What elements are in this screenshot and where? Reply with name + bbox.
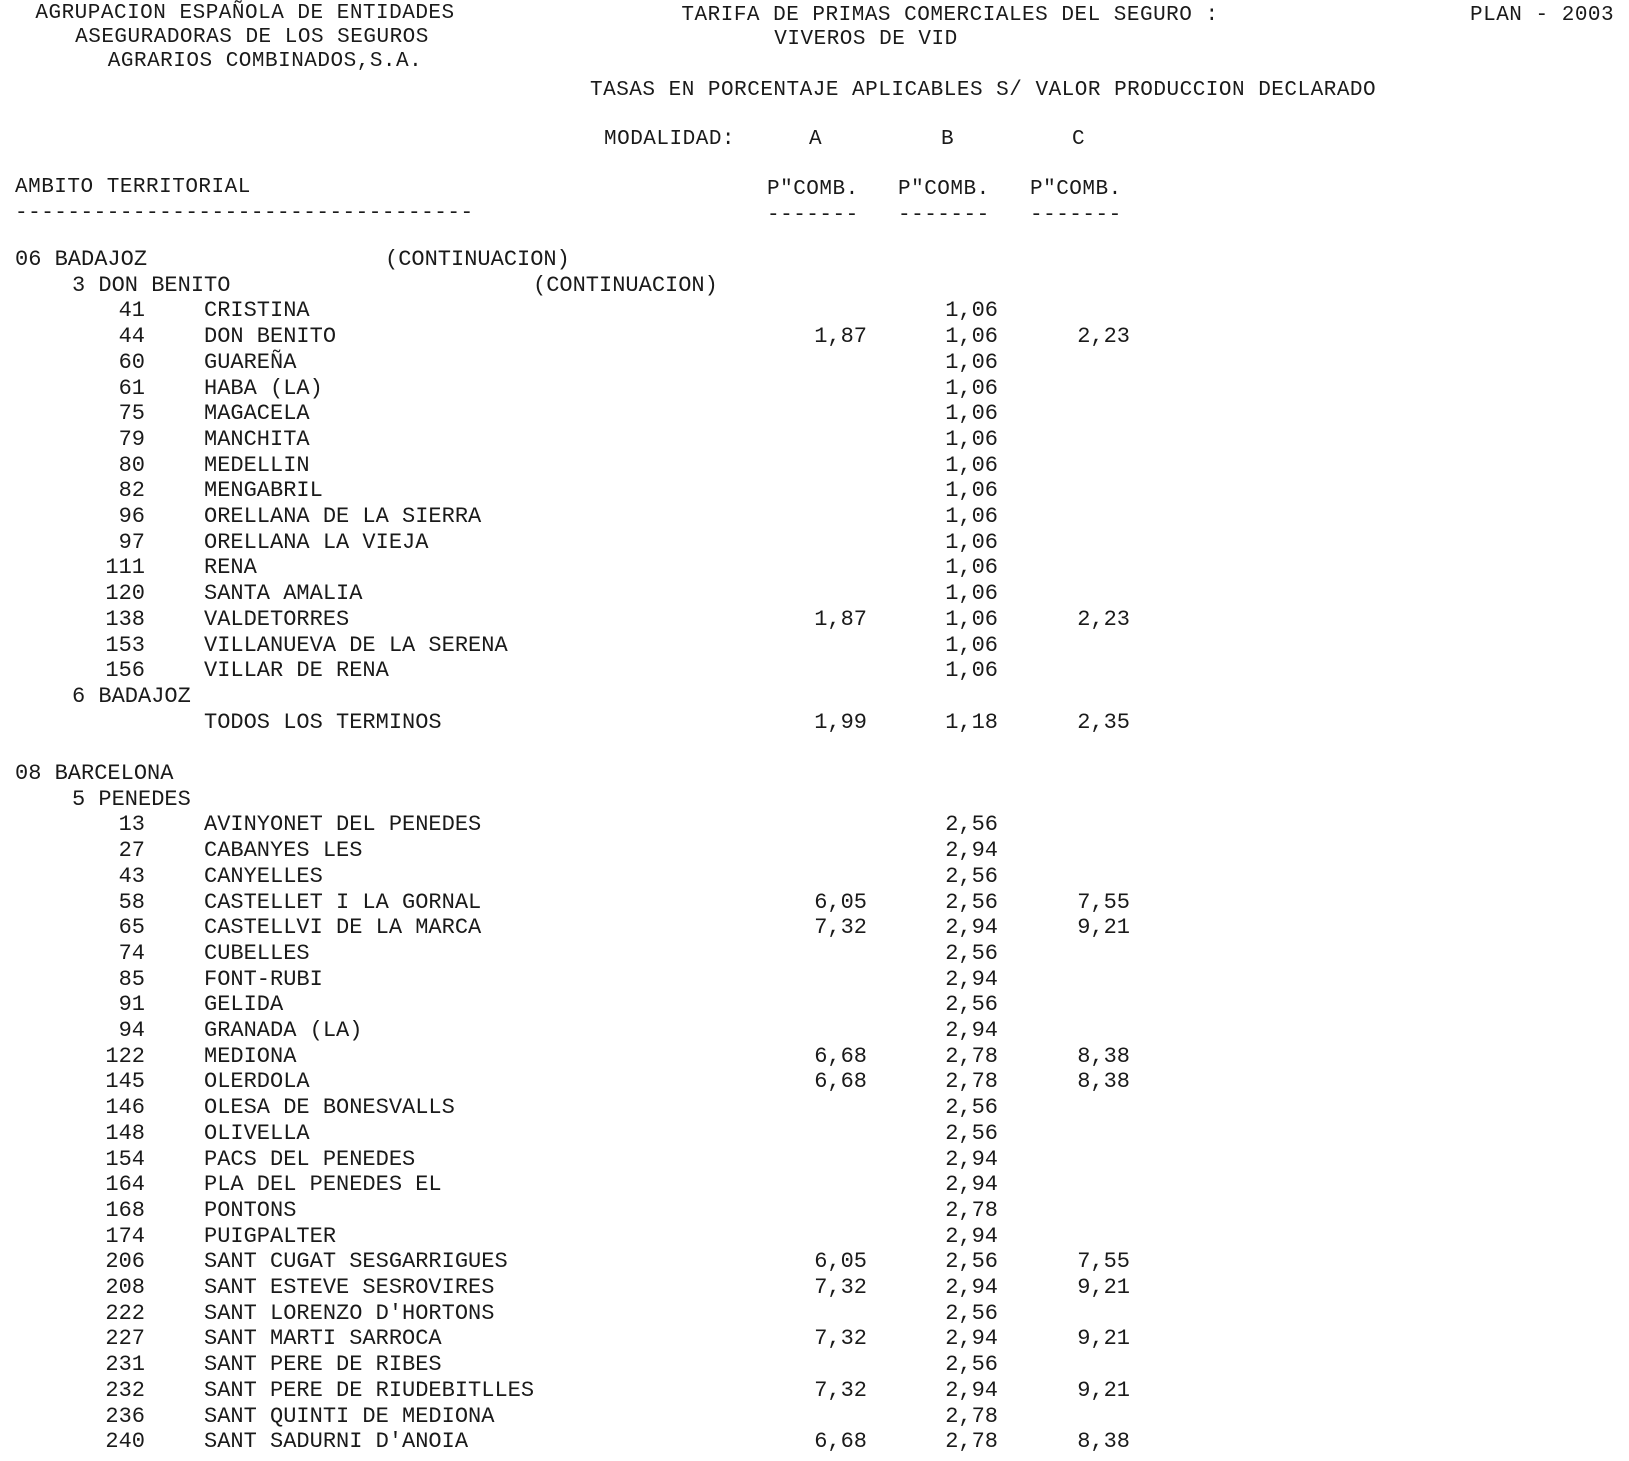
rate-b: 2,94 <box>945 1326 998 1352</box>
municipality-code: 222 <box>105 1300 145 1326</box>
col-header-c: P"COMB. <box>1030 178 1122 201</box>
rate-c: 2,23 <box>1077 606 1130 632</box>
rate-b: 1,06 <box>945 349 998 375</box>
municipality-code: 168 <box>105 1197 145 1223</box>
municipality-name: OLESA DE BONESVALLS <box>204 1095 455 1121</box>
municipality-name: RENA <box>204 555 257 581</box>
table-row <box>0 660 1629 686</box>
rate-b: 2,94 <box>945 966 998 992</box>
rate-b: 1,06 <box>945 452 998 478</box>
table-row <box>0 1020 1629 1046</box>
org-line-3: AGRARIOS COMBINADOS,S.A. <box>107 50 423 73</box>
municipality-code: 41 <box>118 298 145 324</box>
municipality-name: OLERDOLA <box>204 1069 310 1095</box>
rate-b: 2,56 <box>945 1352 998 1378</box>
municipality-code: 138 <box>105 606 145 632</box>
rate-b: 2,94 <box>945 1172 998 1198</box>
comarca-row <box>0 683 1629 712</box>
table-row <box>0 403 1629 429</box>
table-row <box>0 300 1629 326</box>
blank-row <box>0 737 1629 763</box>
table-row <box>0 375 1629 404</box>
rate-b: 1,06 <box>945 401 998 427</box>
table-row <box>0 1354 1629 1380</box>
municipality-code: 65 <box>118 915 145 941</box>
municipality-name: CUBELLES <box>204 940 310 966</box>
municipality-name: CABANYES LES <box>204 838 363 864</box>
municipality-name: PACS DEL PENEDES <box>204 1146 416 1172</box>
municipality-code: 96 <box>118 504 145 529</box>
rate-b: 2,56 <box>945 1300 998 1326</box>
table-row <box>0 1277 1629 1303</box>
rate-b: 1,06 <box>945 375 998 401</box>
municipality-code: 94 <box>118 1018 145 1043</box>
table-row <box>0 557 1629 583</box>
municipality-name: GELIDA <box>204 992 284 1018</box>
municipality-code: 154 <box>105 1146 145 1172</box>
table-row <box>0 426 1629 455</box>
table-row <box>0 326 1629 352</box>
municipality-code: 44 <box>118 324 145 350</box>
municipality-code: 58 <box>118 889 145 915</box>
municipality-code: 174 <box>105 1223 145 1249</box>
municipality-name: AVINYONET DEL PENEDES <box>204 812 482 838</box>
comarca-name: 3 DON BENITO <box>72 272 231 298</box>
modalidad-c: C <box>1072 128 1086 151</box>
table-row <box>0 1328 1629 1354</box>
table-row <box>0 709 1629 738</box>
municipality-code: 240 <box>105 1429 145 1455</box>
continuation-note: (CONTINUACION) <box>385 247 570 272</box>
municipality-code: 122 <box>105 1043 145 1069</box>
municipality-name: CASTELLVI DE LA MARCA <box>204 915 482 941</box>
table-row <box>0 863 1629 892</box>
rate-b: 2,94 <box>945 1275 998 1300</box>
province-row <box>0 249 1629 275</box>
rate-a: 6,05 <box>814 1249 867 1275</box>
rate-c: 2,35 <box>1077 709 1130 735</box>
province-name: 08 BARCELONA <box>15 761 174 786</box>
rate-b: 2,56 <box>945 863 998 889</box>
rate-a: 7,32 <box>814 1275 867 1300</box>
municipality-code: 227 <box>105 1326 145 1352</box>
table-row <box>0 632 1629 661</box>
rate-a: 1,87 <box>814 324 867 350</box>
municipality-name: MEDELLIN <box>204 452 310 478</box>
municipality-code: 231 <box>105 1352 145 1378</box>
rate-c: 7,55 <box>1077 1249 1130 1275</box>
rate-b: 2,56 <box>945 889 998 915</box>
municipality-name: MEDIONA <box>204 1043 297 1069</box>
rate-c: 9,21 <box>1077 915 1130 941</box>
municipality-code: 206 <box>105 1249 145 1275</box>
table-row <box>0 452 1629 481</box>
municipality-name: GUAREÑA <box>204 349 297 375</box>
rate-b: 1,06 <box>945 555 998 581</box>
rate-c: 7,55 <box>1077 889 1130 915</box>
rate-b: 1,06 <box>945 298 998 324</box>
table-row <box>0 1197 1629 1226</box>
municipality-name: CASTELLET I LA GORNAL <box>204 889 482 915</box>
rate-b: 2,56 <box>945 1120 998 1146</box>
rate-c: 9,21 <box>1077 1326 1130 1352</box>
rate-a: 6,68 <box>814 1069 867 1095</box>
col-rule-b: ------- <box>898 204 990 227</box>
province-name: 06 BADAJOZ <box>15 247 148 272</box>
municipality-code: 82 <box>118 478 145 504</box>
municipality-code: 61 <box>118 375 145 401</box>
municipality-name: PUIGPALTER <box>204 1223 337 1249</box>
municipality-name: SANT CUGAT SESGARRIGUES <box>204 1249 508 1275</box>
municipality-name: SANT PERE DE RIBES <box>204 1352 442 1378</box>
municipality-name: OLIVELLA <box>204 1120 310 1146</box>
municipality-name: CRISTINA <box>204 298 310 324</box>
table-row <box>0 606 1629 635</box>
municipality-name: SANT ESTEVE SESROVIRES <box>204 1275 495 1300</box>
modalidad-b: B <box>941 128 955 151</box>
table-row <box>0 1071 1629 1097</box>
municipality-name: GRANADA (LA) <box>204 1018 363 1043</box>
table-row <box>0 1300 1629 1329</box>
table-row <box>0 966 1629 995</box>
comarca-name: 6 BADAJOZ <box>72 683 191 709</box>
rate-a: 6,68 <box>814 1043 867 1069</box>
municipality-name: ORELLANA DE LA SIERRA <box>204 504 482 529</box>
rate-b: 2,56 <box>945 992 998 1018</box>
table-row <box>0 994 1629 1020</box>
rate-b: 2,56 <box>945 940 998 966</box>
municipality-code: 236 <box>105 1403 145 1429</box>
rate-b: 1,06 <box>945 478 998 504</box>
rate-b: 2,78 <box>945 1429 998 1455</box>
municipality-code: 27 <box>118 838 145 864</box>
rate-b: 2,56 <box>945 1249 998 1275</box>
municipality-name: SANT SADURNI D'ANOIA <box>204 1429 469 1455</box>
rate-a: 7,32 <box>814 1377 867 1403</box>
comarca-row <box>0 272 1629 301</box>
table-row <box>0 1146 1629 1175</box>
rate-b: 2,94 <box>945 838 998 864</box>
rate-b: 2,56 <box>945 812 998 838</box>
municipality-name: ORELLANA LA VIEJA <box>204 529 429 555</box>
title-line-2: VIVEROS DE VID <box>774 28 958 51</box>
table-row <box>0 1097 1629 1123</box>
rate-b: 2,78 <box>945 1197 998 1223</box>
modalidad-a: A <box>809 128 823 151</box>
rate-b: 1,06 <box>945 581 998 607</box>
rate-a: 1,99 <box>814 709 867 735</box>
ambito-rule: ----------------------------------- <box>15 202 474 225</box>
municipality-name: VILLAR DE RENA <box>204 658 389 684</box>
province-row <box>0 763 1629 789</box>
rate-c: 2,23 <box>1077 324 1130 350</box>
rate-b: 2,78 <box>945 1069 998 1095</box>
table-row <box>0 1174 1629 1200</box>
rate-c: 8,38 <box>1077 1429 1130 1455</box>
title-line-1: TARIFA DE PRIMAS COMERCIALES DEL SEGURO : <box>681 4 1219 27</box>
municipality-code: 153 <box>105 632 145 658</box>
municipality-code: 120 <box>105 581 145 607</box>
municipality-code: 80 <box>118 452 145 478</box>
plan-label: PLAN - 2003 <box>1470 4 1615 27</box>
municipality-code: 208 <box>105 1275 145 1300</box>
rate-c: 9,21 <box>1077 1275 1130 1300</box>
municipality-code: 232 <box>105 1377 145 1403</box>
rate-b: 1,06 <box>945 324 998 350</box>
col-header-a: P"COMB. <box>767 178 859 201</box>
table-row <box>0 349 1629 378</box>
rate-a: 6,68 <box>814 1429 867 1455</box>
municipality-code: 91 <box>118 992 145 1018</box>
municipality-name: SANTA AMALIA <box>204 581 363 607</box>
table-row <box>0 814 1629 840</box>
municipality-code: 43 <box>118 863 145 889</box>
municipality-code: 79 <box>118 426 145 452</box>
table-row <box>0 940 1629 969</box>
table-row <box>0 506 1629 532</box>
municipality-name: MANCHITA <box>204 426 310 452</box>
rate-a: 6,05 <box>814 889 867 915</box>
table-row <box>0 1251 1629 1277</box>
table-row <box>0 840 1629 866</box>
comarca-row <box>0 786 1629 815</box>
col-rule-a: ------- <box>767 204 859 227</box>
rate-b: 1,06 <box>945 426 998 452</box>
rate-a: 1,87 <box>814 606 867 632</box>
municipality-name: PLA DEL PENEDES EL <box>204 1172 442 1198</box>
org-line-2: ASEGURADORAS DE LOS SEGUROS <box>75 26 429 49</box>
municipality-name: FONT-RUBI <box>204 966 323 992</box>
municipality-code: 111 <box>105 555 145 581</box>
municipality-code: 164 <box>105 1172 145 1198</box>
municipality-code: 148 <box>105 1120 145 1146</box>
municipality-code: 13 <box>118 812 145 838</box>
table-row <box>0 917 1629 943</box>
subtitle: TASAS EN PORCENTAJE APLICABLES S/ VALOR PRODUCCION DECLARADO <box>590 79 1377 102</box>
continuation-note: (CONTINUACION) <box>533 272 718 298</box>
municipality-name: MENGABRIL <box>204 478 323 504</box>
rate-b: 1,06 <box>945 606 998 632</box>
rate-b: 2,56 <box>945 1095 998 1121</box>
rate-b: 2,94 <box>945 1146 998 1172</box>
municipality-name: VALDETORRES <box>204 606 350 632</box>
ambito-label: AMBITO TERRITORIAL <box>15 176 251 199</box>
rate-b: 1,06 <box>945 658 998 684</box>
rate-b: 1,06 <box>945 504 998 529</box>
modalidad-label: MODALIDAD: <box>604 128 736 151</box>
rate-b: 2,94 <box>945 1377 998 1403</box>
municipality-name: SANT QUINTI DE MEDIONA <box>204 1403 495 1429</box>
municipality-code: 85 <box>118 966 145 992</box>
table-row <box>0 1377 1629 1406</box>
table-row <box>0 583 1629 609</box>
comarca-name: 5 PENEDES <box>72 786 191 812</box>
rate-a: 7,32 <box>814 915 867 941</box>
rate-b: 1,18 <box>945 709 998 735</box>
municipality-name: TODOS LOS TERMINOS <box>204 709 442 735</box>
municipality-name: SANT LORENZO D'HORTONS <box>204 1300 495 1326</box>
rate-c: 8,38 <box>1077 1043 1130 1069</box>
col-rule-c: ------- <box>1030 204 1122 227</box>
col-header-b: P"COMB. <box>898 178 990 201</box>
table-row <box>0 1120 1629 1149</box>
municipality-code: 74 <box>118 940 145 966</box>
municipality-name: SANT PERE DE RIUDEBITLLES <box>204 1377 535 1403</box>
municipality-code: 97 <box>118 529 145 555</box>
rate-b: 1,06 <box>945 632 998 658</box>
rate-b: 2,78 <box>945 1043 998 1069</box>
table-row <box>0 889 1629 918</box>
municipality-name: DON BENITO <box>204 324 337 350</box>
municipality-name: SANT MARTI SARROCA <box>204 1326 442 1352</box>
table-row <box>0 1403 1629 1432</box>
table-row <box>0 529 1629 558</box>
rate-b: 1,06 <box>945 529 998 555</box>
table-row <box>0 1043 1629 1072</box>
municipality-code: 60 <box>118 349 145 375</box>
rate-c: 8,38 <box>1077 1069 1130 1095</box>
table-row <box>0 1431 1629 1457</box>
municipality-code: 146 <box>105 1095 145 1121</box>
municipality-code: 145 <box>105 1069 145 1095</box>
rate-b: 2,78 <box>945 1403 998 1429</box>
rate-b: 2,94 <box>945 1223 998 1249</box>
municipality-code: 156 <box>105 658 145 684</box>
municipality-name: PONTONS <box>204 1197 297 1223</box>
municipality-name: HABA (LA) <box>204 375 323 401</box>
municipality-name: VILLANUEVA DE LA SERENA <box>204 632 508 658</box>
table-row <box>0 480 1629 506</box>
rate-a: 7,32 <box>814 1326 867 1352</box>
rate-b: 2,94 <box>945 1018 998 1043</box>
municipality-name: MAGACELA <box>204 401 310 427</box>
municipality-code: 75 <box>118 401 145 427</box>
rate-b: 2,94 <box>945 915 998 941</box>
municipality-name: CANYELLES <box>204 863 323 889</box>
rate-c: 9,21 <box>1077 1377 1130 1403</box>
org-line-1: AGRUPACION ESPAÑOLA DE ENTIDADES <box>35 2 455 25</box>
table-row <box>0 1223 1629 1252</box>
